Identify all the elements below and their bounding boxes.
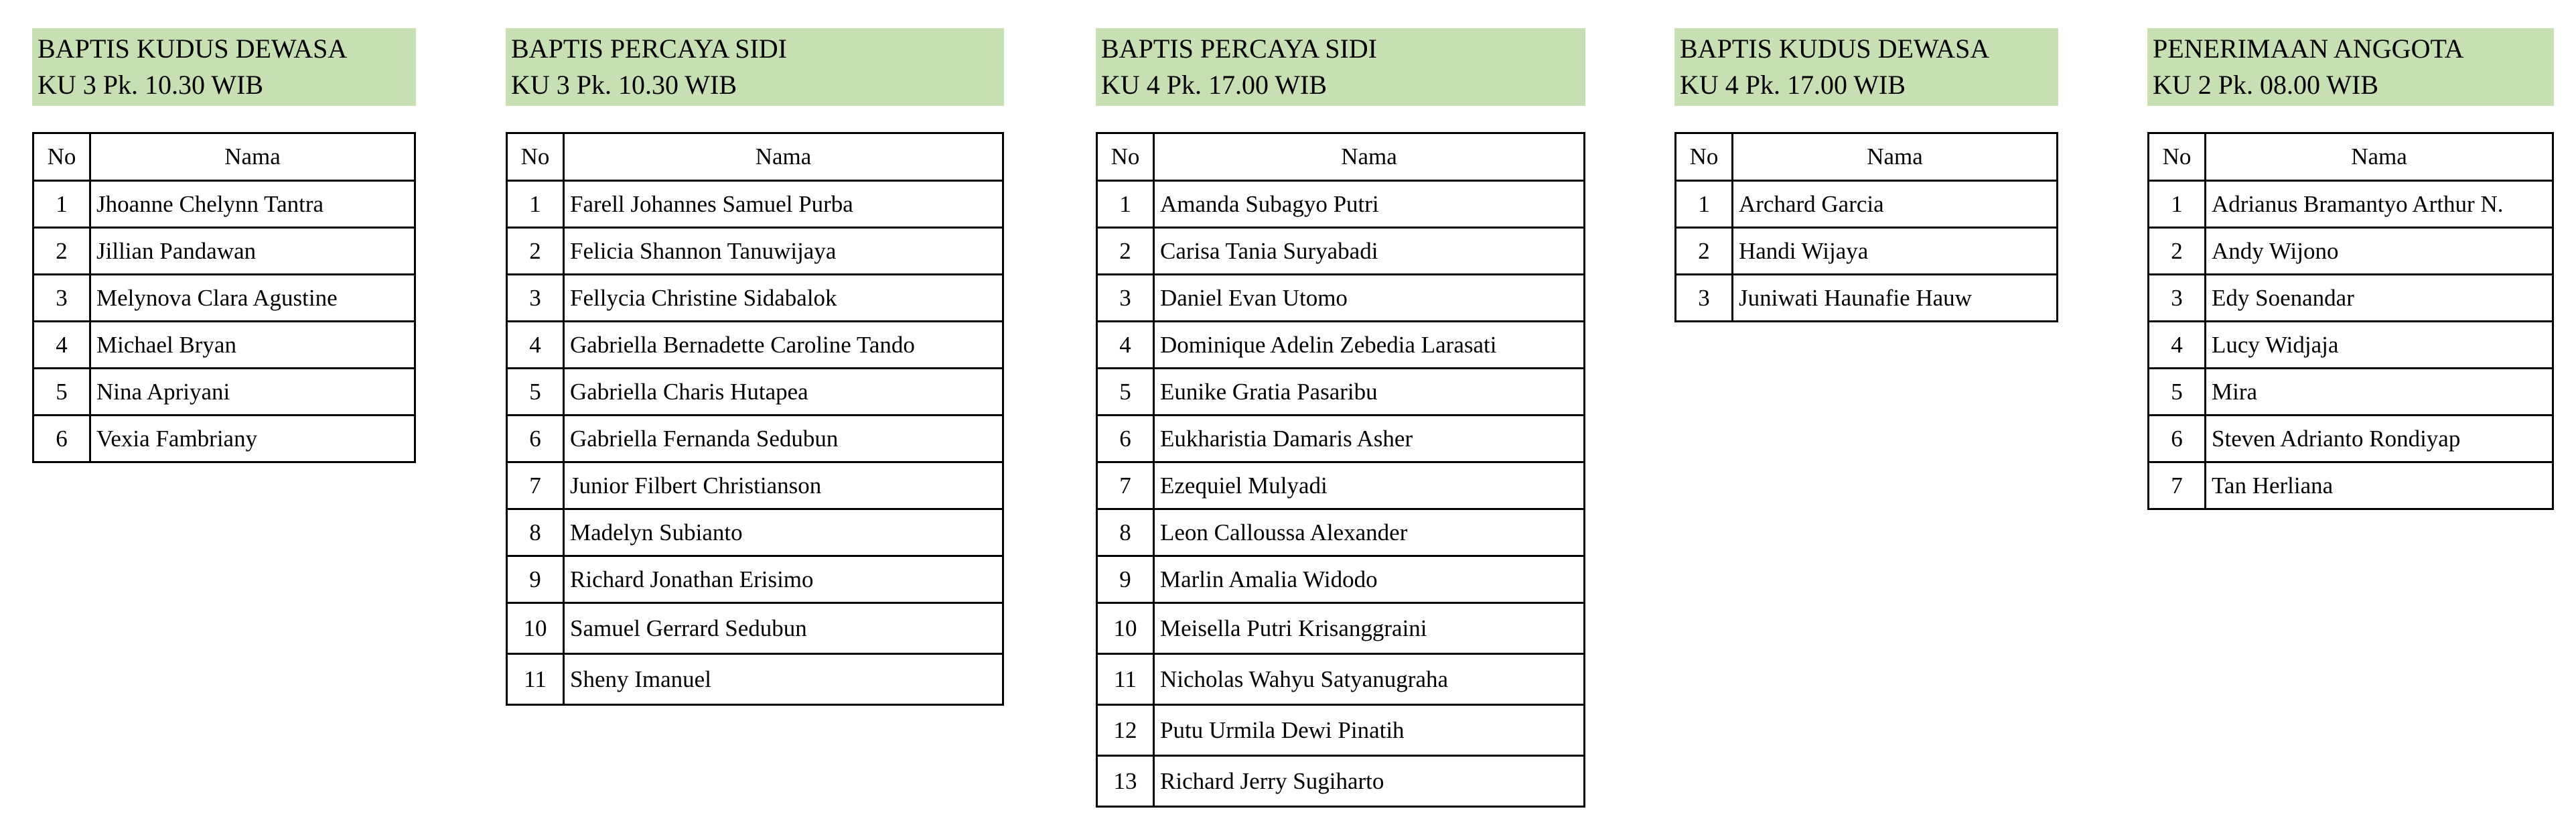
member-name: Mira	[2206, 369, 2553, 416]
row-number: 5	[1097, 369, 1154, 416]
table-row	[1097, 603, 1585, 654]
row-number: 5	[33, 369, 90, 416]
group-title: BAPTIS PERCAYA SIDI	[1101, 34, 1377, 64]
member-name: Meisella Putri Krisanggraini	[1154, 603, 1585, 654]
row-number: 7	[2149, 462, 2206, 509]
group-schedule: KU 3 Pk. 10.30 WIB	[38, 70, 264, 100]
row-number: 8	[507, 509, 564, 556]
member-table	[2147, 132, 2554, 510]
row-number: 3	[507, 275, 564, 322]
row-number: 4	[2149, 322, 2206, 369]
table-header-row	[1676, 133, 2058, 181]
table-row	[507, 654, 1003, 705]
row-number: 4	[33, 322, 90, 369]
member-name: Richard Jonathan Erisimo	[564, 556, 1003, 603]
row-number: 1	[507, 181, 564, 228]
row-number: 6	[33, 416, 90, 462]
member-table	[32, 132, 416, 463]
row-number: 10	[507, 603, 564, 654]
member-name: Jillian Pandawan	[90, 228, 415, 275]
member-name: Dominique Adelin Zebedia Larasati	[1154, 322, 1585, 369]
row-number: 6	[507, 416, 564, 462]
row-number: 1	[1097, 181, 1154, 228]
table-row	[507, 369, 1003, 416]
row-number: 4	[507, 322, 564, 369]
member-name: Daniel Evan Utomo	[1154, 275, 1585, 322]
member-name: Carisa Tania Suryabadi	[1154, 228, 1585, 275]
row-number: 8	[1097, 509, 1154, 556]
table-row	[33, 228, 415, 275]
table-row	[1676, 275, 2058, 322]
table-row	[1097, 275, 1585, 322]
table-row	[507, 462, 1003, 509]
row-number: 2	[1676, 228, 1733, 275]
member-name: Adrianus Bramantyo Arthur N.	[2206, 181, 2553, 228]
group-schedule: KU 2 Pk. 08.00 WIB	[2153, 70, 2379, 100]
group-baptis-percaya-sidi-ku4	[1096, 28, 1585, 794]
member-table	[506, 132, 1004, 706]
row-number: 1	[33, 181, 90, 228]
group-baptis-kudus-dewasa-ku4	[1674, 28, 2058, 311]
group-title: BAPTIS KUDUS DEWASA	[38, 34, 348, 64]
column-header-no: No	[1097, 133, 1154, 181]
member-name: Marlin Amalia Widodo	[1154, 556, 1585, 603]
group-title: BAPTIS PERCAYA SIDI	[511, 34, 787, 64]
member-name: Richard Jerry Sugiharto	[1154, 756, 1585, 807]
member-name: Steven Adrianto Rondiyap	[2206, 416, 2553, 462]
table-row	[507, 509, 1003, 556]
member-name: Leon Calloussa Alexander	[1154, 509, 1585, 556]
row-number: 5	[507, 369, 564, 416]
table-row	[507, 322, 1003, 369]
row-number: 2	[1097, 228, 1154, 275]
member-name: Michael Bryan	[90, 322, 415, 369]
table-row	[1097, 228, 1585, 275]
member-name: Gabriella Fernanda Sedubun	[564, 416, 1003, 462]
table-row	[1097, 462, 1585, 509]
row-number: 3	[2149, 275, 2206, 322]
table-row	[1676, 181, 2058, 228]
row-number: 7	[507, 462, 564, 509]
column-header-no: No	[2149, 133, 2206, 181]
table-row	[507, 603, 1003, 654]
member-name: Samuel Gerrard Sedubun	[564, 603, 1003, 654]
table-row	[1097, 705, 1585, 756]
member-table	[1096, 132, 1585, 808]
row-number: 1	[2149, 181, 2206, 228]
row-number: 13	[1097, 756, 1154, 807]
table-row	[1097, 181, 1585, 228]
group-header	[506, 28, 1004, 106]
member-name: Tan Herliana	[2206, 462, 2553, 509]
group-baptis-percaya-sidi-ku3	[506, 28, 1004, 692]
table-row	[33, 322, 415, 369]
member-name: Melynova Clara Agustine	[90, 275, 415, 322]
table-header-row	[2149, 133, 2553, 181]
member-name: Nina Apriyani	[90, 369, 415, 416]
group-baptis-kudus-dewasa-ku3	[32, 28, 416, 452]
member-name: Eukharistia Damaris Asher	[1154, 416, 1585, 462]
row-number: 3	[1676, 275, 1733, 322]
member-name: Andy Wijono	[2206, 228, 2553, 275]
column-header-no: No	[33, 133, 90, 181]
table-row	[507, 228, 1003, 275]
row-number: 9	[507, 556, 564, 603]
member-name: Handi Wijaya	[1733, 228, 2058, 275]
row-number: 4	[1097, 322, 1154, 369]
table-row	[507, 275, 1003, 322]
table-row	[33, 275, 415, 322]
table-row	[1097, 756, 1585, 807]
member-name: Felicia Shannon Tanuwijaya	[564, 228, 1003, 275]
member-name: Edy Soenandar	[2206, 275, 2553, 322]
table-row	[2149, 462, 2553, 509]
row-number: 12	[1097, 705, 1154, 756]
group-header	[2147, 28, 2554, 106]
column-header-no: No	[1676, 133, 1733, 181]
table-header-row	[1097, 133, 1585, 181]
member-name: Gabriella Charis Hutapea	[564, 369, 1003, 416]
row-number: 6	[2149, 416, 2206, 462]
table-row	[2149, 369, 2553, 416]
group-penerimaan-anggota-ku2	[2147, 28, 2554, 499]
table-row	[1676, 228, 2058, 275]
row-number: 6	[1097, 416, 1154, 462]
row-number: 7	[1097, 462, 1154, 509]
table-row	[507, 416, 1003, 462]
row-number: 2	[33, 228, 90, 275]
column-header-no: No	[507, 133, 564, 181]
member-name: Fellycia Christine Sidabalok	[564, 275, 1003, 322]
row-number: 5	[2149, 369, 2206, 416]
column-header-nama: Nama	[564, 133, 1003, 181]
row-number: 11	[1097, 654, 1154, 705]
row-number: 3	[1097, 275, 1154, 322]
table-row	[507, 181, 1003, 228]
member-table	[1674, 132, 2058, 322]
table-row	[1097, 556, 1585, 603]
table-row	[2149, 275, 2553, 322]
table-row	[2149, 416, 2553, 462]
table-row	[2149, 181, 2553, 228]
table-row	[2149, 228, 2553, 275]
member-name: Eunike Gratia Pasaribu	[1154, 369, 1585, 416]
table-row	[507, 556, 1003, 603]
member-name: Juniwati Haunafie Hauw	[1733, 275, 2058, 322]
member-name: Archard Garcia	[1733, 181, 2058, 228]
table-header-row	[33, 133, 415, 181]
table-row	[33, 181, 415, 228]
table-row	[2149, 322, 2553, 369]
row-number: 3	[33, 275, 90, 322]
member-name: Lucy Widjaja	[2206, 322, 2553, 369]
table-row	[1097, 416, 1585, 462]
member-name: Farell Johannes Samuel Purba	[564, 181, 1003, 228]
group-schedule: KU 4 Pk. 17.00 WIB	[1101, 70, 1328, 100]
member-name: Nicholas Wahyu Satyanugraha	[1154, 654, 1585, 705]
member-name: Jhoanne Chelynn Tantra	[90, 181, 415, 228]
member-name: Ezequiel Mulyadi	[1154, 462, 1585, 509]
column-header-nama: Nama	[1154, 133, 1585, 181]
column-header-nama: Nama	[1733, 133, 2058, 181]
table-row	[1097, 654, 1585, 705]
table-row	[1097, 322, 1585, 369]
table-row	[33, 369, 415, 416]
group-schedule: KU 3 Pk. 10.30 WIB	[511, 70, 737, 100]
member-name: Madelyn Subianto	[564, 509, 1003, 556]
table-row	[1097, 509, 1585, 556]
table-row	[1097, 369, 1585, 416]
table-row	[33, 416, 415, 462]
group-header	[1674, 28, 2058, 106]
column-header-nama: Nama	[2206, 133, 2553, 181]
member-name: Gabriella Bernadette Caroline Tando	[564, 322, 1003, 369]
group-header	[1096, 28, 1585, 106]
member-name: Vexia Fambriany	[90, 416, 415, 462]
column-header-nama: Nama	[90, 133, 415, 181]
row-number: 2	[2149, 228, 2206, 275]
row-number: 2	[507, 228, 564, 275]
group-title: PENERIMAAN ANGGOTA	[2153, 34, 2464, 64]
row-number: 9	[1097, 556, 1154, 603]
group-title: BAPTIS KUDUS DEWASA	[1680, 34, 1990, 64]
row-number: 1	[1676, 181, 1733, 228]
group-header	[32, 28, 416, 106]
member-name: Amanda Subagyo Putri	[1154, 181, 1585, 228]
row-number: 11	[507, 654, 564, 705]
member-name: Junior Filbert Christianson	[564, 462, 1003, 509]
table-header-row	[507, 133, 1003, 181]
member-name: Putu Urmila Dewi Pinatih	[1154, 705, 1585, 756]
member-name: Sheny Imanuel	[564, 654, 1003, 705]
group-schedule: KU 4 Pk. 17.00 WIB	[1680, 70, 1906, 100]
row-number: 10	[1097, 603, 1154, 654]
